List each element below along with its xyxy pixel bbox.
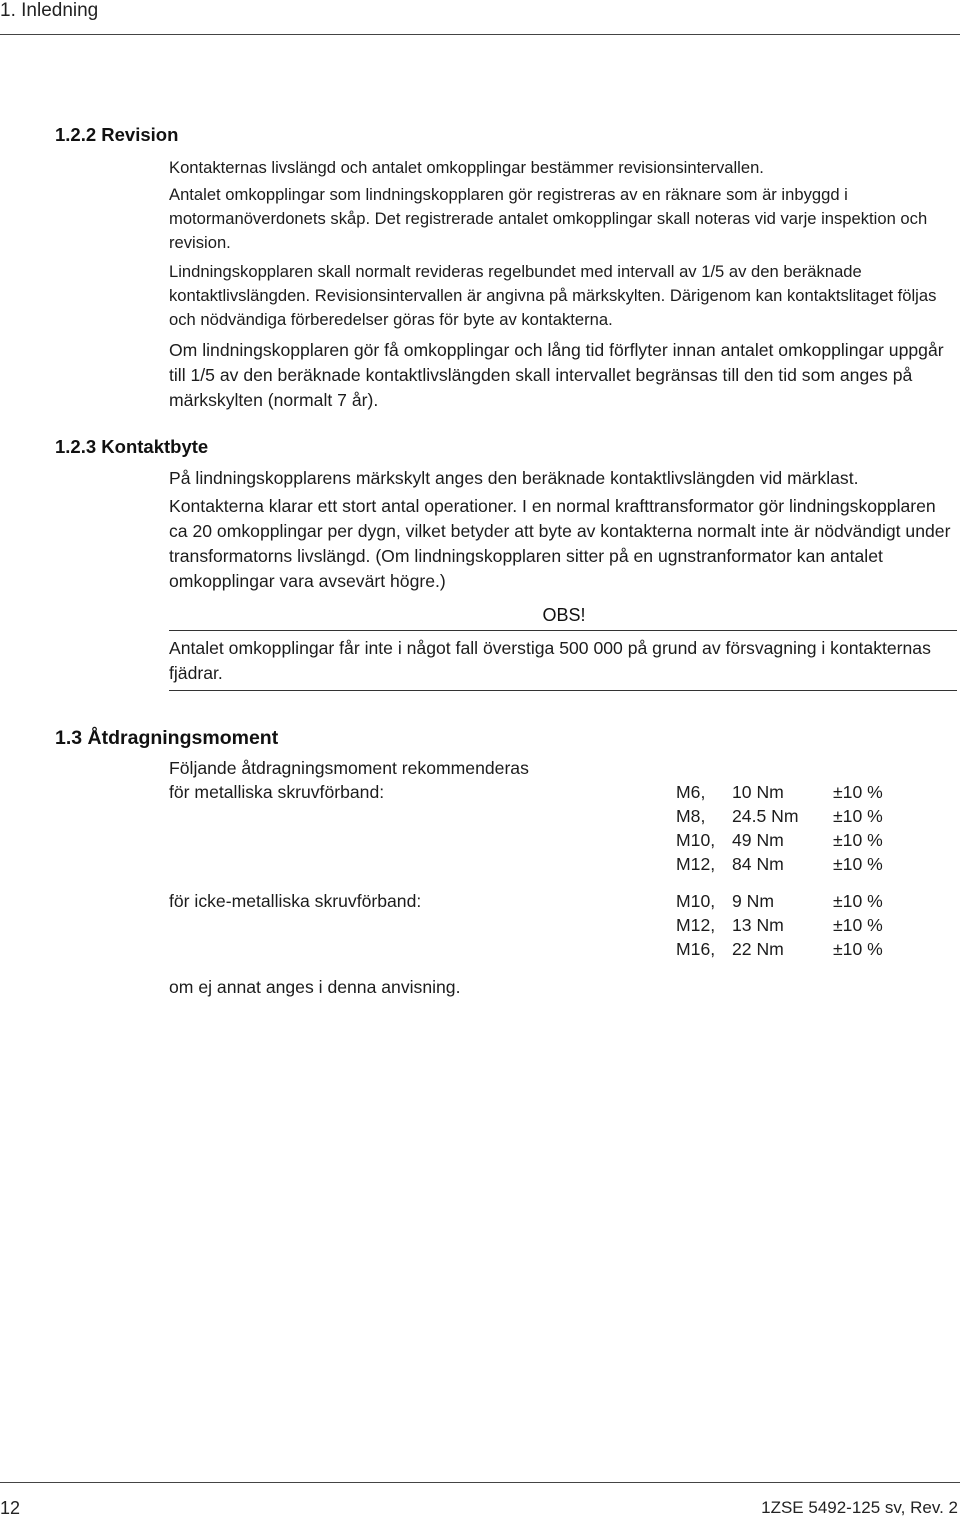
section-heading-kontaktbyte: 1.2.3 Kontaktbyte (55, 436, 209, 457)
section-heading-revision: 1.2.2 Revision (55, 124, 179, 145)
obs-text: Antalet omkopplingar får inte i något fall överstiga 500 000 på grund av försvagning i kontakternas fjädrar. (169, 638, 931, 683)
torque-closing-note: om ej annat anges i denna anvisning. (169, 977, 461, 997)
bolt-size: M12, (676, 915, 716, 935)
obs-heading: OBS! (542, 605, 586, 625)
obs-bottom-rule (169, 690, 957, 691)
section-heading-torque: 1.3 Åtdragningsmoment (55, 727, 279, 749)
torque-tolerance: ±10 % (833, 830, 883, 850)
torque-value: 10 Nm (732, 782, 784, 802)
header-divider (0, 34, 960, 35)
torque-nonmetallic-label: för icke-metalliska skruvförband: (169, 891, 422, 911)
obs-top-rule (169, 630, 957, 631)
bolt-size: M8, (676, 806, 706, 826)
torque-tolerance: ±10 % (833, 854, 883, 874)
torque-value: 13 Nm (732, 915, 784, 935)
torque-value: 84 Nm (732, 854, 784, 874)
bolt-size: M10, (676, 891, 716, 911)
torque-tolerance: ±10 % (833, 915, 883, 935)
revision-paragraph-3: Lindningskopplaren skall normalt revideras regelbundet med intervall av 1/5 av den beräknade kontaktlivslängden. Revisionsintervallen är angivna på märkskylten. Därigenom kan kontaktslitaget följas och nödvändiga förberedelser göras för byte av kontakterna. (169, 262, 937, 329)
torque-tolerance: ±10 % (833, 782, 883, 802)
footer-divider (0, 1482, 960, 1483)
kontaktbyte-paragraph-2: Kontakterna klarar ett stort antal operationer. I en normal krafttransformator gör lindningskopplaren ca 20 omkopplingar per dygn, vilket betyder att byte av kontakterna normalt inte är nödvändigt under transformatorns livslängd. (Om lindningskopplaren sitter på en ugnstranformator kan antalet omkopplingar vara avsevärt högre.) (169, 496, 951, 591)
bolt-size: M6, (676, 782, 706, 802)
kontaktbyte-paragraph-1: På lindningskopplarens märkskylt anges den beräknade kontaktlivslängden vid märklast. (169, 468, 859, 488)
revision-paragraph-1: Kontakternas livslängd och antalet omkopplingar bestämmer revisionsintervallen. (169, 158, 764, 177)
torque-tolerance: ±10 % (833, 939, 883, 959)
torque-metallic-label: för metalliska skruvförband: (169, 782, 385, 802)
page-number: 12 (0, 1498, 21, 1518)
bolt-size: M12, (676, 854, 716, 874)
torque-value: 49 Nm (732, 830, 784, 850)
torque-tolerance: ±10 % (833, 891, 883, 911)
torque-value: 22 Nm (732, 939, 784, 959)
revision-paragraph-2: Antalet omkopplingar som lindningskopplaren gör registreras av en räknare som är inbyggd i motormanöverdonets skåp. Det registrerade antalet omkopplingar skall noteras vid varje inspektion och revision. (169, 185, 928, 252)
chapter-header: 1. Inledning (0, 0, 99, 21)
bolt-size: M10, (676, 830, 716, 850)
bolt-size: M16, (676, 939, 716, 959)
torque-value: 24.5 Nm (732, 806, 799, 826)
torque-intro: Följande åtdragningsmoment rekommenderas (169, 758, 529, 778)
torque-tolerance: ±10 % (833, 806, 883, 826)
torque-value: 9 Nm (732, 891, 775, 911)
revision-paragraph-4: Om lindningskopplaren gör få omkopplingar och lång tid förflyter innan antalet omkopplingar uppgår till 1/5 av den beräknade kontaktlivslängden skall intervallet begränsas till den tid som anges på märkskylten (normalt 7 år). (169, 340, 944, 410)
document-id: 1ZSE 5492-125 sv, Rev. 2 (761, 1498, 958, 1517)
